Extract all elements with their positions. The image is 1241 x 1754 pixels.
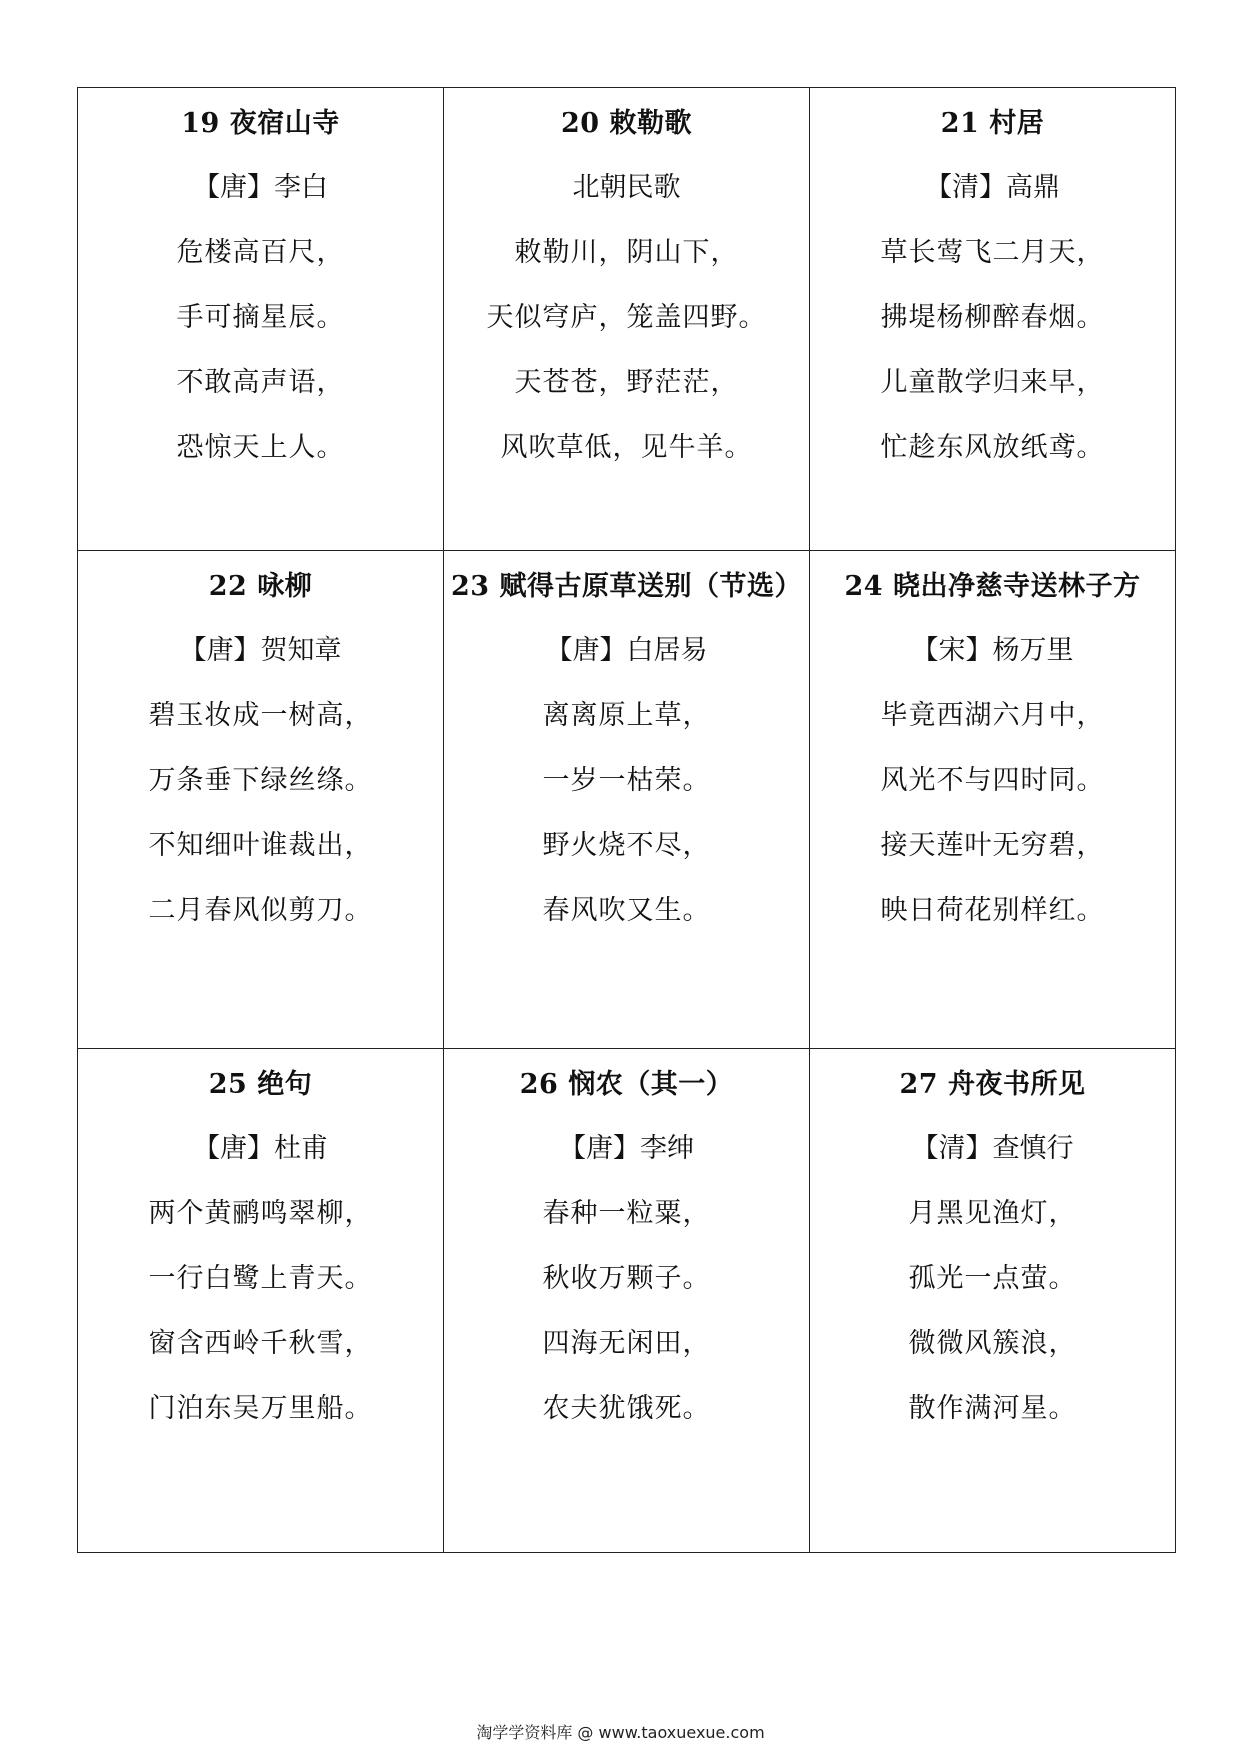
poem-line: 两个黄鹂鸣翠柳， xyxy=(148,1198,373,1229)
poem-author: 【唐】白居易 xyxy=(545,635,708,666)
poem-line: 毕竟西湖六月中， xyxy=(880,700,1105,731)
poem-cell xyxy=(810,88,1176,551)
poem-line: 一行白鹭上青天。 xyxy=(148,1263,373,1294)
poem-title: 22 咏柳 xyxy=(208,571,313,602)
poem-line: 月黑见渔灯， xyxy=(908,1198,1077,1229)
poem-line: 孤光一点萤。 xyxy=(908,1263,1077,1294)
poem-line: 天似穹庐，笼盖四野。 xyxy=(486,302,767,333)
poem-line: 二月春风似剪刀。 xyxy=(148,895,373,926)
poem-table xyxy=(77,87,1176,1553)
poem-line: 万条垂下绿丝绦。 xyxy=(148,765,373,796)
poem-cell xyxy=(78,1049,444,1553)
poem-line: 危楼高百尺， xyxy=(176,237,345,268)
poem-cell xyxy=(444,551,810,1049)
poem-title: 23 赋得古原草送别（节选） xyxy=(451,571,802,602)
poem-line: 接天莲叶无穷碧， xyxy=(880,830,1105,861)
poem-cell xyxy=(78,88,444,551)
poem-title: 20 敕勒歌 xyxy=(561,108,692,139)
poem-author: 【宋】杨万里 xyxy=(911,635,1074,666)
poem-line: 风光不与四时同。 xyxy=(880,765,1105,796)
poem-author: 【清】高鼎 xyxy=(925,172,1060,203)
poem-line: 秋收万颗子。 xyxy=(542,1263,711,1294)
poem-line: 四海无闲田， xyxy=(542,1328,711,1359)
poem-cell xyxy=(810,551,1176,1049)
poem-line: 门泊东吴万里船。 xyxy=(148,1393,373,1424)
poem-author: 【清】查慎行 xyxy=(911,1133,1074,1164)
poem-line: 碧玉妆成一树高， xyxy=(148,700,373,731)
poem-line: 映日荷花别样红。 xyxy=(880,895,1105,926)
poem-line: 手可摘星辰。 xyxy=(176,302,345,333)
poem-line: 散作满河星。 xyxy=(908,1393,1077,1424)
poem-author: 【唐】杜甫 xyxy=(193,1133,328,1164)
poem-line: 拂堤杨柳醉春烟。 xyxy=(880,302,1105,333)
poem-line: 农夫犹饿死。 xyxy=(542,1393,711,1424)
poem-title: 24 晓出净慈寺送林子方 xyxy=(844,571,1141,602)
poem-title: 27 舟夜书所见 xyxy=(899,1069,1086,1100)
footer-watermark: 淘学学资料库 @ www.taoxuexue.com xyxy=(476,1723,765,1742)
poem-line: 天苍苍，野茫茫， xyxy=(514,367,739,398)
poem-cell xyxy=(78,551,444,1049)
poem-line: 一岁一枯荣。 xyxy=(542,765,711,796)
poem-line: 春种一粒粟， xyxy=(542,1198,711,1229)
poem-line: 不知细叶谁裁出， xyxy=(148,830,373,861)
poem-cell xyxy=(444,1049,810,1553)
poem-line: 春风吹又生。 xyxy=(542,895,711,926)
poem-line: 敕勒川，阴山下， xyxy=(514,237,739,268)
poem-author: 北朝民歌 xyxy=(572,172,681,203)
poem-line: 离离原上草， xyxy=(542,700,711,731)
poem-line: 不敢高声语， xyxy=(176,367,345,398)
poem-line: 野火烧不尽， xyxy=(542,830,711,861)
poem-line: 风吹草低，见牛羊。 xyxy=(500,432,753,463)
poem-line: 草长莺飞二月天， xyxy=(880,237,1105,268)
poem-line: 恐惊天上人。 xyxy=(176,432,345,463)
poem-title: 25 绝句 xyxy=(208,1069,313,1100)
poem-line: 忙趁东风放纸鸢。 xyxy=(880,432,1105,463)
poem-title: 19 夜宿山寺 xyxy=(181,108,340,139)
poem-author: 【唐】李绅 xyxy=(559,1133,694,1164)
poem-title: 26 悯农（其一） xyxy=(519,1069,734,1100)
poem-line: 儿童散学归来早， xyxy=(880,367,1105,398)
poem-cell xyxy=(810,1049,1176,1553)
poem-line: 微微风簇浪， xyxy=(908,1328,1077,1359)
poem-line: 窗含西岭千秋雪， xyxy=(148,1328,373,1359)
poem-author: 【唐】贺知章 xyxy=(179,635,342,666)
poem-title: 21 村居 xyxy=(940,108,1045,139)
poem-cell xyxy=(444,88,810,551)
poem-author: 【唐】李白 xyxy=(193,172,328,203)
